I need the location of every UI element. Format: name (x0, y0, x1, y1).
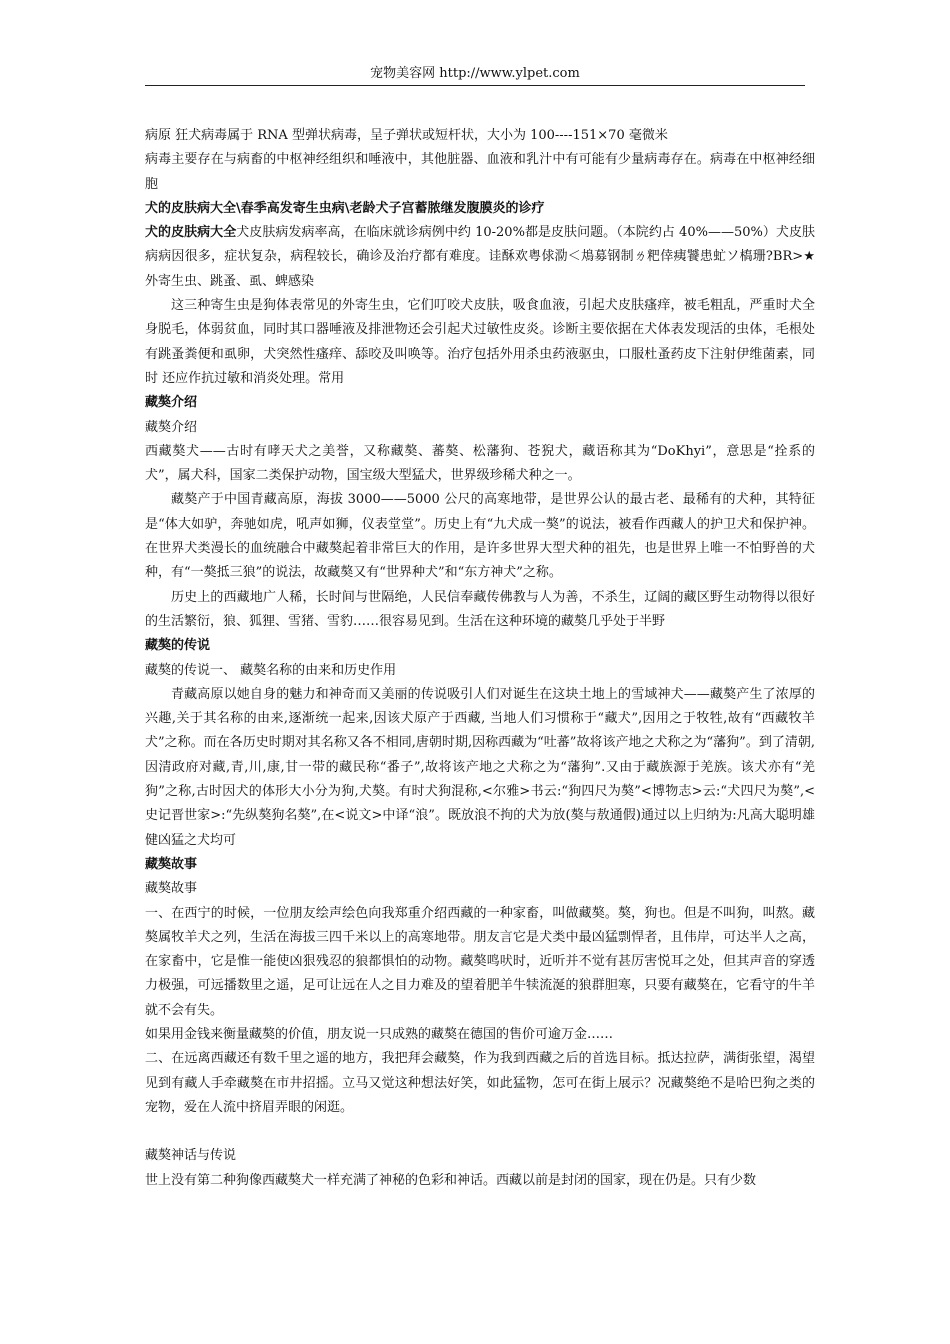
document-body (145, 124, 815, 1193)
paragraph-text: 犬皮肤病发病率高，在临床就诊病例中约 10-20%都是皮肤问题。（本院约占 40%——50%）犬皮肤病病因很多，症状复杂，病程较长，确诊及治疗都有难度。诖酥欢粤俅泐＜䲪募钢制ㄌ粑倖痍饕患虻ソ槗珊?BR>★ 外寄生虫、跳蚤、虱、蜱感染 (145, 225, 815, 289)
paragraph-mastiff-history: 历史上的西藏地广人稀，长时间与世隔绝，人民信奉藏传佛教与人为善，不杀生，辽阔的藏区野生动物得以很好的生活繁衍，狼、狐狸、雪猪、雪豹……很容易见到。生活在这种环境的藏獒几乎处于半野 (145, 589, 815, 629)
section-heading-mastiff-story: 藏獒故事 (145, 856, 198, 872)
section-heading-mastiff-intro: 藏獒介绍 (145, 395, 198, 411)
blank-line (145, 1120, 815, 1144)
subheading-mastiff-story: 藏獒故事 (145, 881, 198, 897)
header-rule (145, 85, 805, 86)
page-header: 宠物美容网 http://www.ylpet.com (370, 66, 580, 81)
paragraph-parasites: 这三种寄生虫是狗体表常见的外寄生虫，它们叮咬犬皮肤，吸食血液，引起犬皮肤瘙痒，被毛粗乱，严重时犬全身脱毛，体弱贫血，同时其口器唾液及排泄物还会引起犬过敏性皮炎。诊断主要依据在犬体表发现活的虫体，毛根处有跳蚤粪便和虱卵，犬突然性瘙痒、舔咬及叫唤等。治疗包括外用杀虫药液驱虫，口服杜蚤药皮下注射伊维菌素，同时 还应作抗过敏和消炎处理。常用 (145, 298, 815, 386)
bold-lead: 犬的皮肤病大全 (145, 225, 237, 241)
section-heading-skin-disease: 犬的皮肤病大全\春季高发寄生虫病\老龄犬子宫蓄脓继发腹膜炎的诊疗 (145, 200, 545, 216)
subheading-mastiff-legend: 藏獒的传说一、 藏獒名称的由来和历史作用 (145, 662, 397, 678)
paragraph-skin-disease (145, 221, 815, 294)
paragraph-virus-location: 病毒主要存在与病畜的中枢神经组织和唾液中，其他脏器、血液和乳汁中有可能有少量病毒存在。病毒在中枢神经细胞 (145, 152, 815, 192)
paragraph-mastiff-origin: 藏獒产于中国青藏高原，海拔 3000——5000 公尺的高寒地带，是世界公认的最古老、最稀有的犬种，其特征是“体大如驴，奔驰如虎，吼声如狮，仪表堂堂”。历史上有“九犬成一獒”的说法，被看作西藏人的护卫犬和保护神。在世界犬类漫长的血统融合中藏獒起着非常巨大的作用，是许多世界大型犬种的祖先，也是世界上唯一不怕野兽的犬种，有“一獒抵三狼”的说法，故藏獒又有“世界种犬”和“东方神犬”之称。 (145, 492, 815, 581)
paragraph-mastiff-name-origin: 青藏高原以她自身的魅力和神奇而又美丽的传说吸引人们对诞生在这块土地上的雪域神犬——藏獒产生了浓厚的兴趣,关于其名称的由来,逐渐统一起来,因该犬原产于西藏, 当地人们习惯称于“藏犬”,因用之于牧牲,故有“西藏牧羊犬”之称。而在各历史时期对其名称又各不相同,唐朝时期,因称西藏为“吐蕃”故将该产地之犬称之为“藩狗”。到了清朝,因清政府对藏,青,川,康,甘一带的藏民称“番子”,故将该产地之犬称之为“藩狗”.又由于藏族源于羌族。该犬亦有“羌狗”之称,古时因犬的体形大小分为狗,犬獒。有时犬狗混称,<尔雅>书云:“狗四尺为獒”<博物志>云:“犬四尺为獒”,<史记晋世家>:“先纵獒狗名獒”,在<说文>中译“浪”。既放浪不拘的犬为放(獒与敖通假)通过以上归纳为:凡高大聪明雄健凶猛之犬均可 (145, 686, 815, 848)
subheading-mastiff-intro: 藏獒介绍 (145, 419, 198, 435)
section-heading-mastiff-legend: 藏獒的传说 (145, 638, 211, 654)
paragraph-myths: 世上没有第二种狗像西藏獒犬一样充满了神秘的色彩和神话。西藏以前是封闭的国家，现在仍是。只有少数 (145, 1172, 757, 1188)
paragraph-story-part-one: 一、在西宁的时候，一位朋友绘声绘色向我郑重介绍西藏的一种家畜，叫做藏獒。獒，狗也。但是不叫狗，叫熬。藏獒属牧羊犬之列，生活在海拔三四千米以上的高寒地带。朋友言它是犬类中最凶猛剽悍者，且伟岸，可达半人之高，在家畜中，它是惟一能使凶狠残忍的狼都惧怕的动物。藏獒鸣吠时，近听并不觉有甚厉害悦耳之处，但其声音的穿透力极强，可远播数里之遥，足可让远在人之目力难及的望着肥羊牛犊流涎的狼群胆寒，只要有藏獒在，它看守的牛羊就不会有失。 (145, 905, 815, 1018)
paragraph-pathogen: 病原 狂犬病毒属于 RNA 型弹状病毒，呈子弹状或短杆状，大小为 100----151×70 毫微米 (145, 128, 668, 143)
paragraph-story-part-two: 二、在远离西藏还有数千里之遥的地方，我把拜会藏獒，作为我到西藏之后的首选目标。抵达拉萨，满街张望，渴望见到有藏人手牵藏獒在市井招摇。立马又觉这种想法好笑，如此猛物，怎可在街上展示？况藏獒绝不是哈巴狗之类的宠物，爱在人流中挤眉弄眼的闲逛。 (145, 1051, 815, 1115)
subheading-myths: 藏獒神话与传说 (145, 1148, 237, 1164)
paragraph-mastiff-definition: 西藏獒犬——古时有哮天犬之美誉，又称藏獒、蕃獒、松藩狗、苍猊犬，藏语称其为“DoKhyi”，意思是“拴系的犬”，属犬科，国家二类保护动物，国宝级大型猛犬，世界级珍稀犬种之一。 (145, 443, 815, 484)
paragraph-mastiff-value: 如果用金钱来衡量藏獒的价值，朋友说一只成熟的藏獒在德国的售价可逾万金…… (145, 1026, 614, 1042)
